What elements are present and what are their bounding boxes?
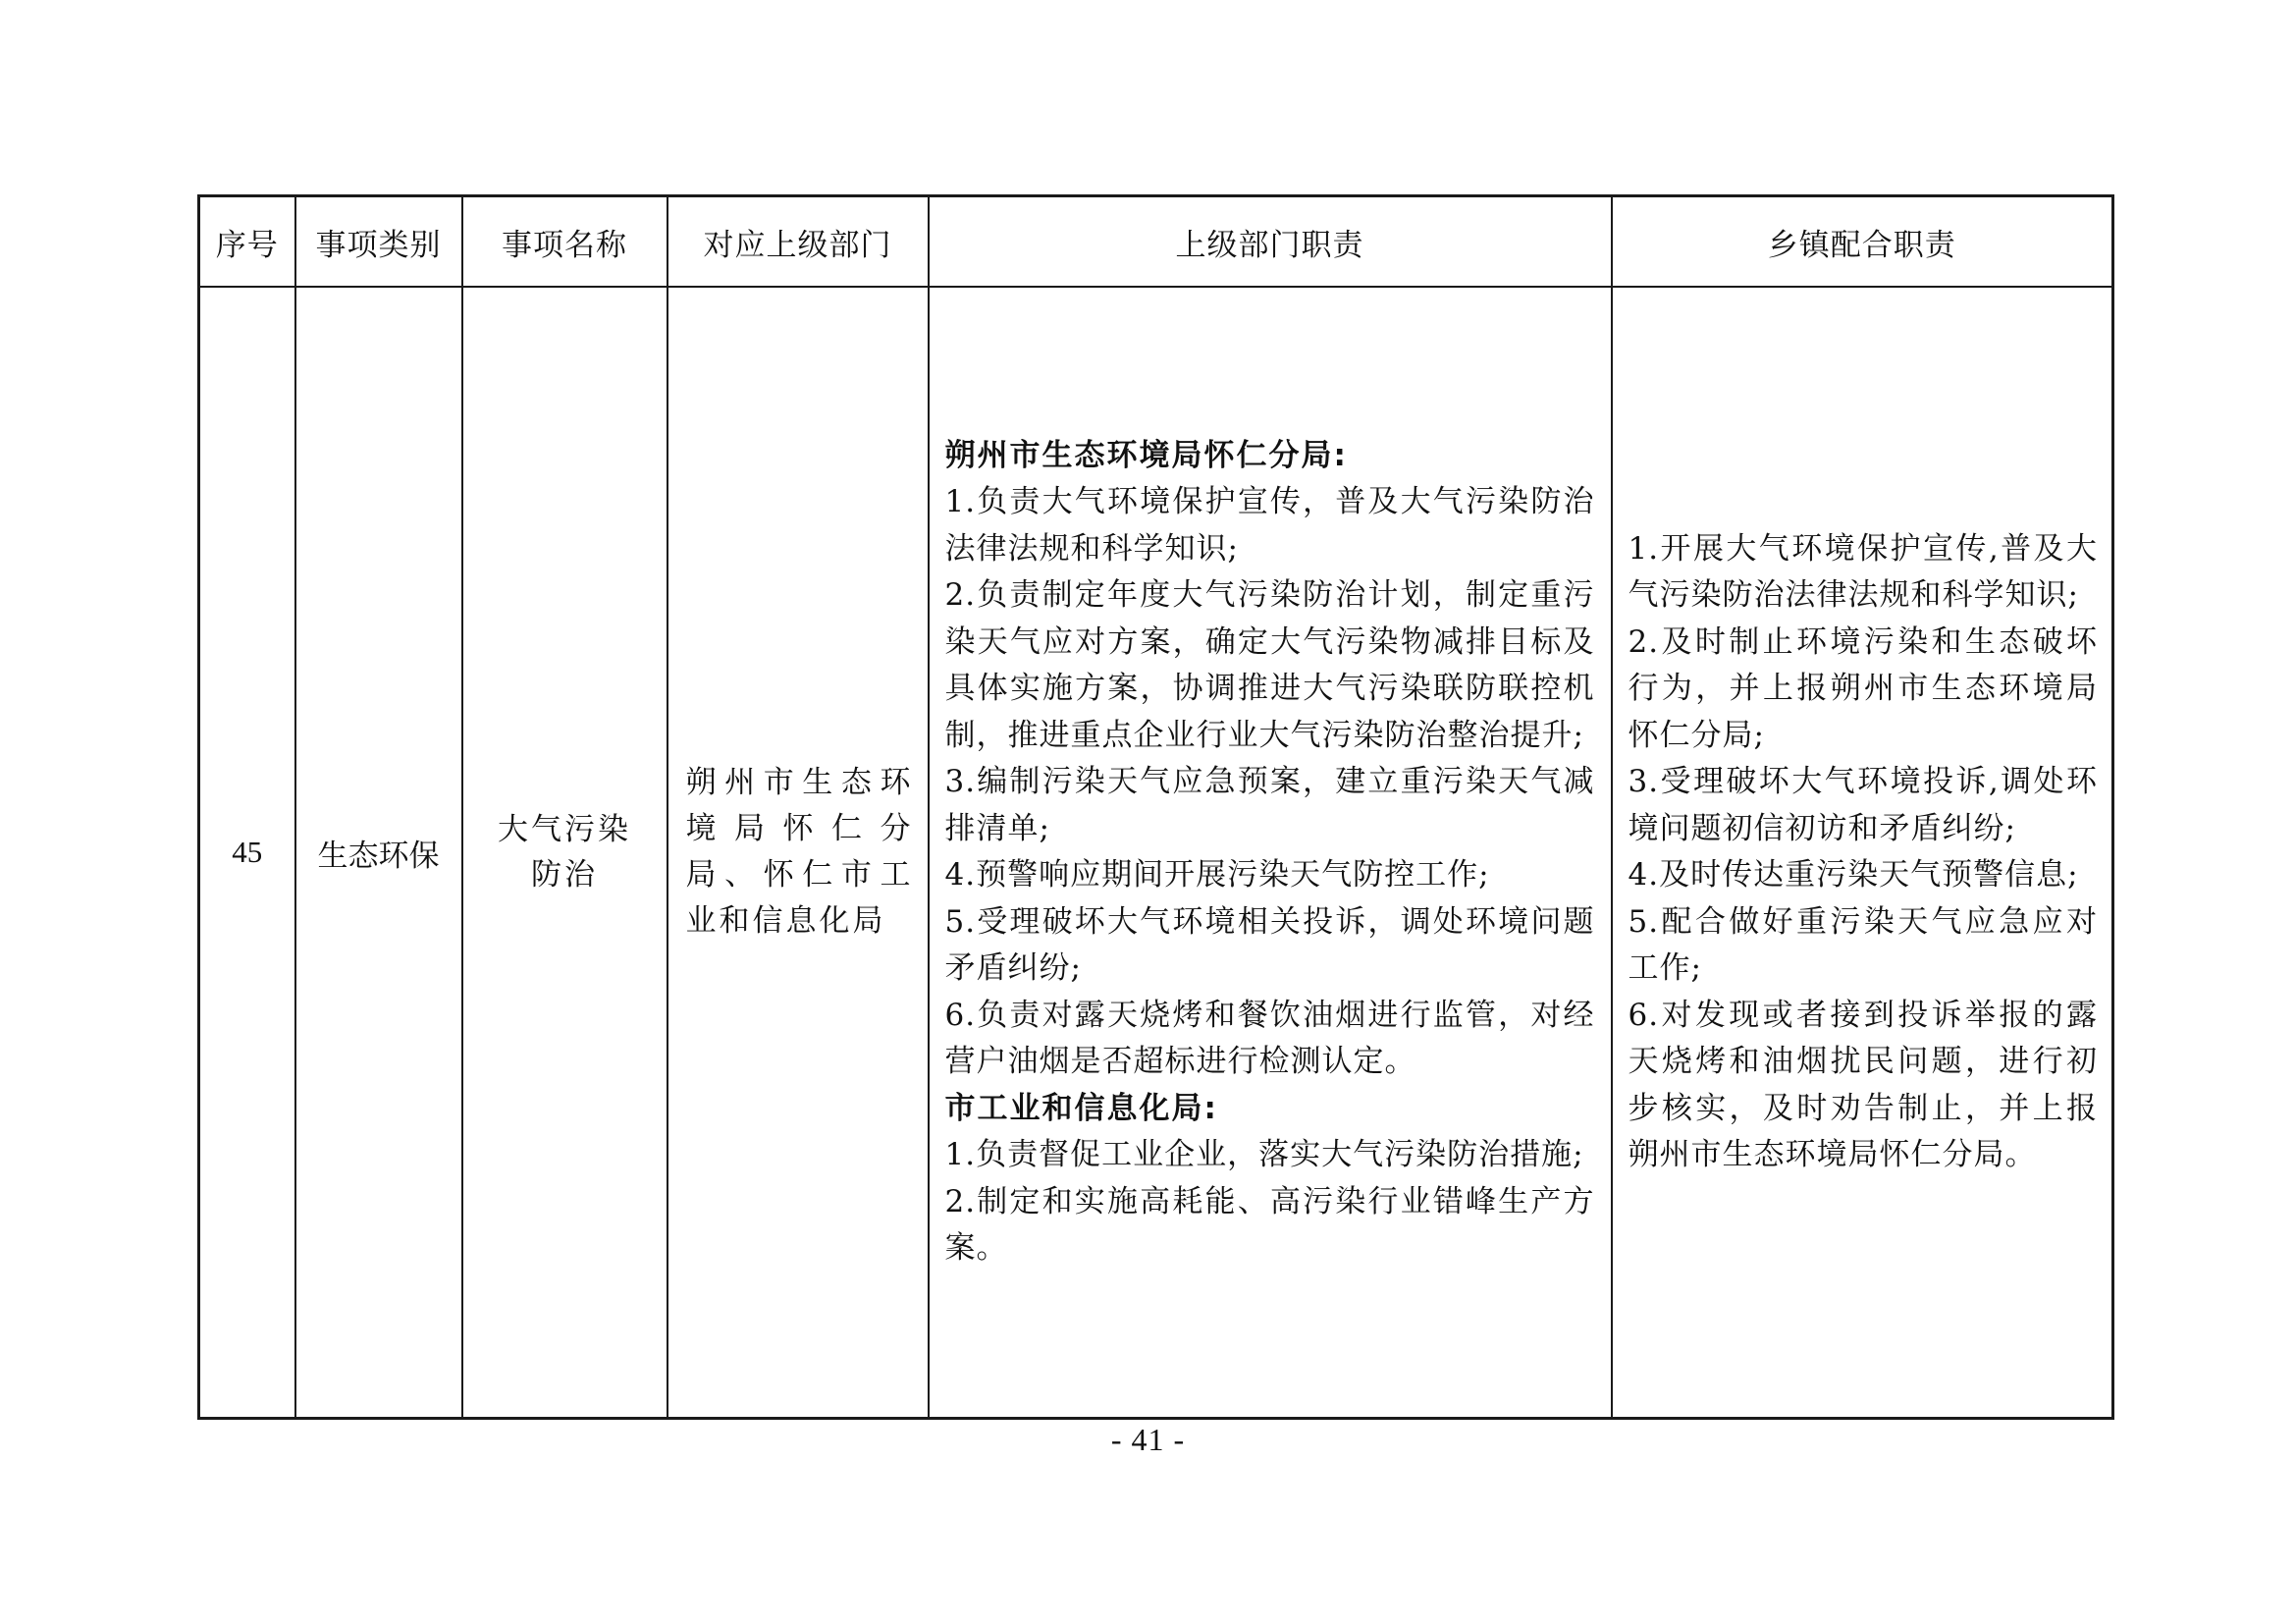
page-number: - 41 - (1110, 1422, 1186, 1457)
org1-title: 朔州市生态环境局怀仁分局: (944, 437, 1348, 473)
table-body (199, 287, 2113, 1419)
name-line-2: 防治 (531, 857, 598, 893)
town-item-1: 1.开展大气环境保护宣传,普及大气污染防治法律法规和科学知识; (1628, 530, 2098, 613)
town-item-6: 6.对发现或者接到投诉举报的露天烧烤和油烟扰民问题，进行初步核实，及时劝告制止，并上报朔州市生态环境局怀仁分局。 (1628, 997, 2098, 1172)
table-header (199, 196, 2113, 288)
org1-item-2: 2.负责制定年度大气污染防治计划，制定重污染天气应对方案，确定大气污染物减排目标及具体实施方案，协调推进大气污染联防联控机制，推进重点企业行业大气污染防治整治提升; (944, 577, 1595, 753)
org1-item-4: 4.预警响应期间开展污染天气防控工作; (944, 857, 1490, 893)
org1-item-5: 5.受理破坏大气环境相关投诉，调处环境问题矛盾纠纷; (944, 903, 1595, 986)
header-seq: 序号 (199, 196, 295, 288)
town-item-2: 2.及时制止环境污染和生态破坏行为，并上报朔州市生态环境局怀仁分局; (1628, 623, 2098, 753)
header-upper-duty: 上级部门职责 (929, 196, 1612, 288)
org2-item-1: 1.负责督促工业企业，落实大气污染防治措施; (944, 1137, 1584, 1172)
duty-table (197, 194, 2114, 1420)
dept-text: 朔州市生态环境局怀仁分局、怀仁市工业和信息化局 (685, 765, 914, 939)
cell-name (462, 287, 667, 1419)
header-category: 事项类别 (295, 196, 462, 288)
table-row (199, 287, 2113, 1419)
town-item-5: 5.配合做好重污染天气应急应对工作; (1628, 903, 2098, 986)
cell-town-duty (1612, 287, 2113, 1419)
cell-upper-duty (929, 287, 1612, 1419)
town-item-3: 3.受理破坏大气环境投诉,调处环境问题初信初访和矛盾纠纷; (1628, 764, 2098, 846)
cell-category: 生态环保 (295, 287, 462, 1419)
header-town-duty: 乡镇配合职责 (1612, 196, 2113, 288)
org1-item-6: 6.负责对露天烧烤和餐饮油烟进行监管，对经营户油烟是否超标进行检测认定。 (944, 997, 1595, 1079)
header-row (199, 196, 2113, 288)
upper-duty-text (930, 433, 1611, 1272)
org2-title: 市工业和信息化局: (944, 1090, 1218, 1126)
header-dept: 对应上级部门 (667, 196, 929, 288)
cell-dept (667, 287, 929, 1419)
org1-item-1: 1.负责大气环境保护宣传，普及大气污染防治法律法规和科学知识; (944, 484, 1595, 567)
org2-item-2: 2.制定和实施高耗能、高污染行业错峰生产方案。 (944, 1183, 1595, 1266)
town-item-4: 4.及时传达重污染天气预警信息; (1628, 857, 2079, 893)
header-name: 事项名称 (462, 196, 667, 288)
cell-seq: 45 (199, 287, 295, 1419)
org1-item-3: 3.编制污染天气应急预案，建立重污染天气减排清单; (944, 764, 1595, 846)
name-line-1: 大气污染 (498, 812, 631, 847)
town-duty-text (1613, 526, 2112, 1179)
